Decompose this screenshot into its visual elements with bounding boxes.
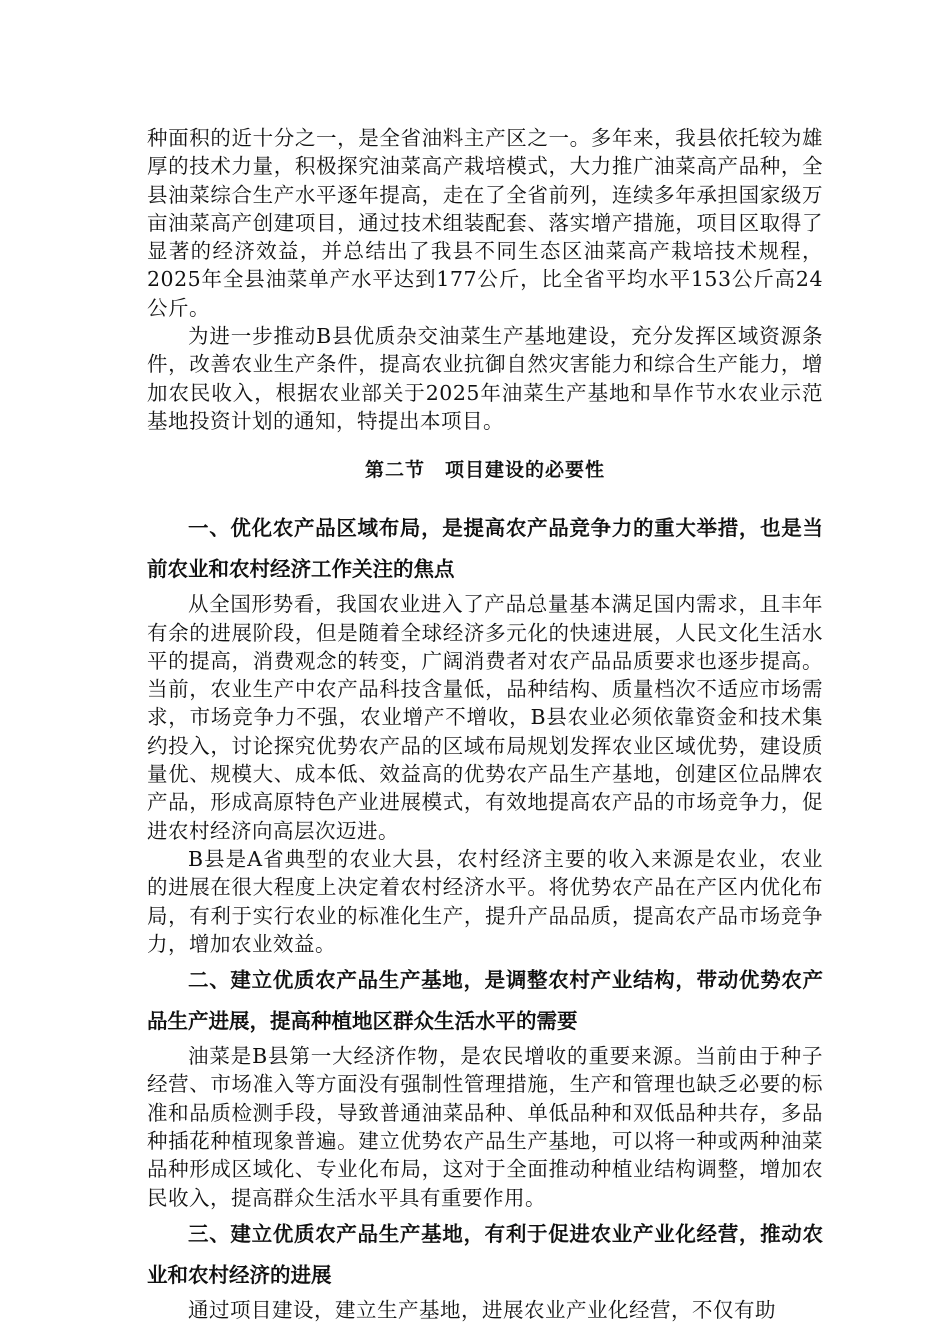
body-paragraph: 通过项目建设，建立生产基地，进展农业产业化经营，不仅有助: [188, 1297, 776, 1322]
subsection-heading: 三、建立优质农产品生产基地，有利于促进农业产业化经营，推动农业和农村经济的进展: [147, 1221, 823, 1287]
body-paragraph: 从全国形势看，我国农业进入了产品总量基本满足国内需求，且丰年有余的进展阶段，但是随着全球经济多元化的快速进展，人民文化生活水平的提高，消费观念的转变，广阔消费者对农产品品质要求也逐步提高。当前，农业生产中农产品科技含量低，品种结构、质量档次不适应市场需求，市场竞争力不强，农业增产不增收，B县农业必须依靠资金和技术集约投入，讨论探究优势农产品的区域布局规划发挥农业区域优势，建设质量优、规模大、成本低、效益高的优势农产品生产基地，创建区位品牌农产品，形成高原特色产业进展模式，有效地提高农产品的市场竞争力，促进农村经济向高层次迈进。: [147, 592, 823, 843]
document-page: [147, 124, 823, 1324]
body-paragraph: 为进一步推动B县优质杂交油菜生产基地建设，充分发挥区域资源条件，改善农业生产条件，提高农业抗御自然灾害能力和综合生产能力，增加农民收入，根据农业部关于2025年油菜生产基地和旱作节水农业示范基地投资计划的通知，特提出本项目。: [147, 324, 823, 433]
body-paragraph: 油菜是B县第一大经济作物，是农民增收的重要来源。当前由于种子经营、市场准入等方面没有强制性管理措施，生产和管理也缺乏必要的标准和品质检测手段，导致普通油菜品种、单低品种和双低品种共存，多品种插花种植现象普遍。建立优势农产品生产基地，可以将一种或两种油菜品种形成区域化、专业化布局，这对于全面推动种植业结构调整，增加农民收入，提高群众生活水平具有重要作用。: [147, 1044, 823, 1210]
body-paragraph: 种面积的近十分之一，是全省油料主产区之一。多年来，我县依托较为雄厚的技术力量，积极探究油菜高产栽培模式，大力推广油菜高产品种，全县油菜综合生产水平逐年提高，走在了全省前列，连续多年承担国家级万亩油菜高产创建项目，通过技术组装配套、落实增产措施，项目区取得了显著的经济效益，并总结出了我县不同生态区油菜高产栽培技术规程，2025年全县油菜单产水平达到177公斤，比全省平均水平153公斤高24公斤。: [147, 126, 823, 320]
subsection-heading: 二、建立优质农产品生产基地，是调整农村产业结构，带动优势农产品生产进展，提高种植地区群众生活水平的需要: [147, 968, 823, 1034]
subsection-heading: 一、优化农产品区域布局，是提高农产品竞争力的重大举措，也是当前农业和农村经济工作关注的焦点: [147, 516, 823, 582]
section-title: 第二节 项目建设的必要性: [364, 459, 605, 482]
body-paragraph: B县是A省典型的农业大县，农村经济主要的收入来源是农业，农业的进展在很大程度上决定着农村经济水平。将优势农产品在产区内优化布局，有利于实行农业的标准化生产，提升产品品质，提高农产品市场竞争力，增加农业效益。: [147, 846, 823, 956]
